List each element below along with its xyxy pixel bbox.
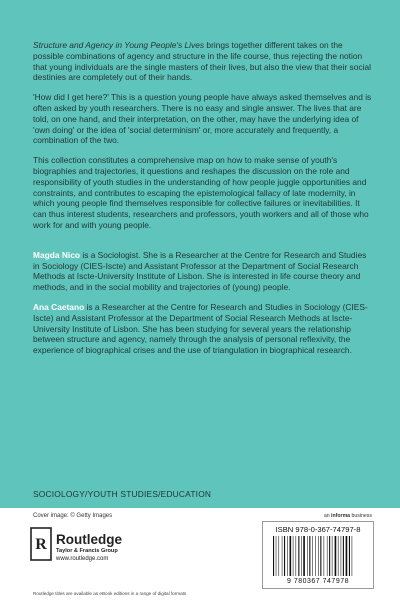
informa-suffix: business — [350, 513, 372, 519]
barcode-bar — [301, 536, 302, 576]
author-name: Ana Caetano — [33, 301, 85, 312]
barcode-bar — [320, 536, 321, 576]
barcode-bar — [341, 536, 342, 576]
barcode-bar — [273, 536, 274, 576]
cover-image-credit: Cover image: © Getty Images — [33, 513, 113, 519]
author-bio-text: is a Researcher at the Centre for Research and Studies in Sociology (CIES-Iscte) and Assistant Professor at the Department of Social Research Methods at Iscte-University Institute of Lisbon. She has been studying for several years the relationship between structure and agency, namely through the analysis of personal reflexivity, the experience of biographical crises and the use of triangulation in biographical research. — [33, 301, 368, 356]
barcode-bar — [276, 536, 277, 576]
blurb-paragraph-3: This collection constitutes a comprehensive map on how to make sense of youth's biographies and trajectories, it questions and reshapes the discussion on the role and responsibility of youth studies in the understanding of how people juggle opportunities and constraints, and contributes to escaping the epistemological fallacy of late modernity, in which young people find themselves responsible for collective failures or inevitabilities. It can thus interest students, researchers and professors, youth workers and all of those who work for and with young people. — [33, 155, 369, 230]
subject-category: SOCIOLOGY/YOUTH STUDIES/EDUCATION — [33, 489, 212, 499]
barcode-bar — [324, 536, 325, 576]
barcode-number: 9 780367 747978 — [287, 578, 349, 585]
barcode-bar — [279, 536, 280, 576]
barcode-bar — [346, 536, 348, 576]
author-name: Magda Nico — [33, 249, 80, 260]
barcode-bar — [315, 536, 316, 576]
author-bio-1 — [33, 250, 373, 293]
routledge-logo-icon — [30, 527, 52, 561]
blurb-paragraph-1 — [33, 40, 373, 83]
barcode-bar — [307, 536, 308, 576]
barcode-bar — [296, 536, 297, 576]
publisher-url: www.routledge.com — [56, 556, 109, 562]
logo-letter: R — [35, 536, 47, 553]
barcode-bar — [343, 536, 344, 576]
barcode — [273, 536, 365, 576]
author-bio-text: is a Sociologist. She is a Researcher at the Centre for Research and Studies in Sociology (CIES-Iscte) and Assistant Professor at the Department of Social Research Methods at Iscte-University Institute of Lisbon. She is interested in life course theory and methods, and in the social mobility and trajectories of (young) people. — [33, 249, 367, 293]
ebook-note: Routledge titles are available as eBook editions in a range of digital formats — [33, 591, 187, 596]
barcode-bar — [327, 536, 328, 576]
informa-prefix: an — [323, 513, 332, 519]
barcode-bar — [329, 536, 330, 576]
barcode-bar — [349, 536, 350, 576]
barcode-bar — [303, 536, 305, 576]
barcode-bar — [338, 536, 339, 576]
routledge-logo — [30, 527, 200, 567]
blurb — [33, 40, 373, 365]
publisher-tagline: Taylor & Francis Group — [56, 548, 118, 554]
blurb-paragraph-1-text: brings together different takes on the possible combinations of agency and structure in the life course, thus rejecting the notion that young individuals are the single masters of their lives, but also the view that their social destinies are completely out of their hands. — [33, 40, 371, 83]
barcode-bar — [352, 536, 353, 576]
publisher-name: Routledge — [56, 532, 122, 547]
author-bio-2 — [33, 302, 373, 356]
barcode-bar — [284, 536, 285, 576]
informa-brand: informa — [331, 513, 351, 519]
barcode-bar — [290, 536, 292, 576]
barcode-bar — [332, 536, 333, 576]
barcode-bar — [282, 536, 283, 576]
barcode-bar — [298, 536, 299, 576]
book-title-italic: Structure and Agency in Young People's Lives — [33, 40, 205, 50]
blurb-paragraph-2: 'How did I get here?' This is a question young people have always asked themselves and is often asked by youth researchers. There is no easy and single answer. The lives that are told, on one hand, and their interpretation, on the other, may have the underlying idea of 'own doing' or the idea of 'social determinism' or, more accurately and frequently, a combination of the two. — [33, 92, 372, 146]
barcode-bar — [287, 536, 288, 576]
barcode-bar — [293, 536, 294, 576]
isbn-label: ISBN 978-0-367-74797-8 — [275, 525, 361, 534]
informa-business-label — [324, 513, 372, 519]
barcode-bar — [318, 536, 319, 576]
barcode-bar — [309, 536, 310, 576]
barcode-bar — [335, 536, 337, 576]
barcode-bar — [312, 536, 313, 576]
isbn-barcode-box — [262, 521, 374, 589]
